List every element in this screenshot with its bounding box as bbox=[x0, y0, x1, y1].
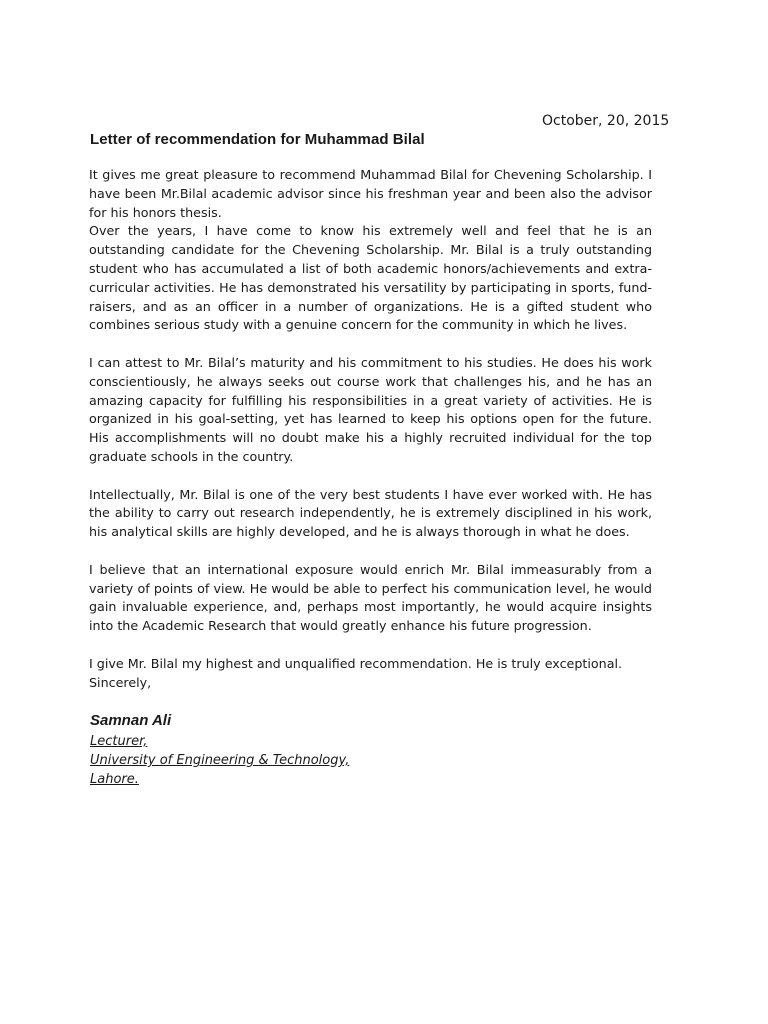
signature-block bbox=[90, 711, 490, 789]
paragraph-maturity: I can attest to Mr. Bilal’s maturity and his commitment to his studies. He does his work conscientiously, he always seeks out course work that challenges his, and he has an amazing capacity for fulfilling his responsibilities in a great variety of activities. He is organized in his goal-setting, yet has learned to keep his options open for the future. His accomplishments will no doubt make his a highly recruited individual for the top graduate schools in the country. bbox=[89, 354, 652, 464]
signatory-name: Samnan Ali bbox=[90, 712, 172, 729]
closing: Sincerely, bbox=[89, 674, 152, 690]
paragraph-intellect: Intellectually, Mr. Bilal is one of the very best students I have ever worked with. He has the ability to carry out research independently, he is extremely disciplined in his work, his analytical skills are highly developed, and he is always thorough in what he does. bbox=[89, 486, 652, 540]
signatory-institution: University of Engineering & Technology, bbox=[90, 753, 350, 768]
paragraph-exposure: I believe that an international exposure would enrich Mr. Bilal immeasurably from a variety of points of view. He would be able to perfect his communication level, he would gain invaluable experience, and, perhaps most importantly, he would acquire insights into the Academic Research that would greatly enhance his future progression. bbox=[89, 561, 652, 634]
paragraph-recommendation: I give Mr. Bilal my highest and unqualified recommendation. He is truly exceptional. bbox=[89, 655, 623, 671]
signatory-city: Lahore. bbox=[90, 772, 139, 787]
letter-date: October, 20, 2015 bbox=[542, 113, 670, 129]
letter-title: Letter of recommendation for Muhammad Bilal bbox=[90, 131, 425, 148]
paragraph-candidate: Over the years, I have come to know his extremely well and feel that he is an outstanding candidate for the Chevening Scholarship. Mr. Bilal is a truly outstanding student who has accumulated a list of both academic honors/achievements and extra-curricular activities. He has demonstrated his versatility by participating in sports, fund-raisers, and as an officer in a number of organizations. He is a gifted student who combines serious study with a genuine concern for the community in which he lives. bbox=[89, 223, 652, 333]
signatory-position: Lecturer, bbox=[90, 734, 148, 749]
letter-body bbox=[89, 166, 652, 692]
paragraph-intro: It gives me great pleasure to recommend Muhammad Bilal for Chevening Scholarship. I have been Mr.Bilal academic advisor since his freshman year and been also the advisor for his honors thesis. bbox=[89, 167, 652, 220]
